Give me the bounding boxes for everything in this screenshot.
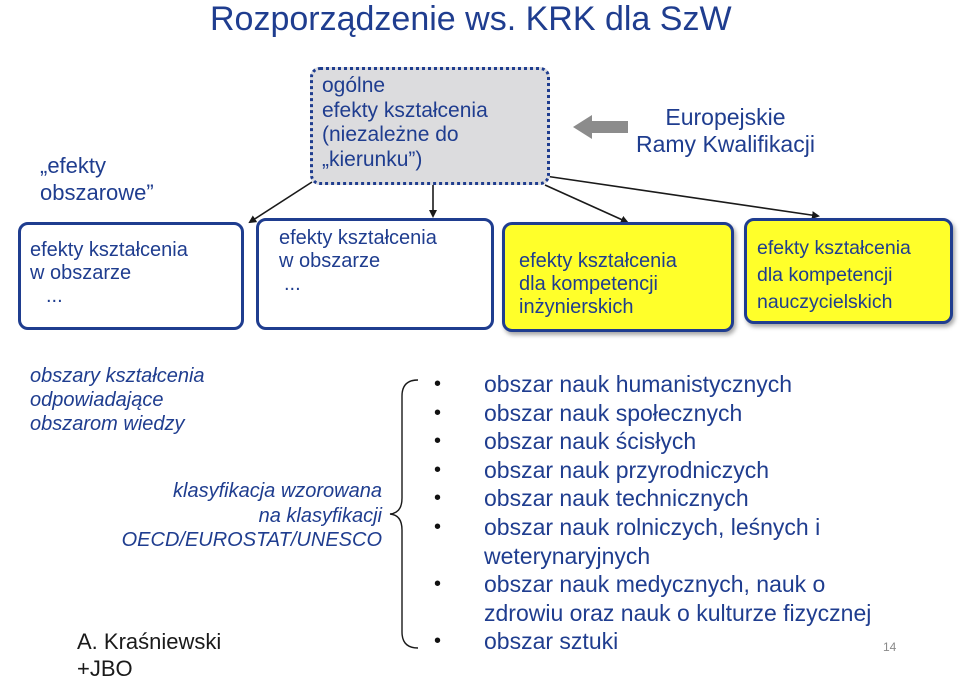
eqf-label	[636, 104, 815, 158]
general-box-line2: efekty kształcenia	[322, 98, 488, 122]
area-effects-box-1	[18, 222, 244, 330]
connector-to-box1	[250, 182, 312, 222]
box4-line1: efekty kształcenia	[757, 237, 911, 259]
box2-line1: efekty kształcenia	[279, 227, 437, 249]
connector-to-box4	[545, 176, 818, 216]
list-item: • obszar nauk społecznych	[434, 399, 743, 426]
list-item: • obszar nauk humanistycznych	[434, 371, 793, 397]
areas-list	[430, 370, 955, 656]
list-item: • obszar nauk technicznych	[434, 485, 749, 512]
bullet-icon: •	[434, 515, 442, 538]
box3-line3: inżynierskich	[519, 296, 634, 318]
bullet-icon: •	[434, 458, 442, 481]
teaching-competence-box	[744, 218, 953, 324]
classification-note-line2: na klasyfikacji	[258, 504, 382, 527]
slide-title: Rozporządzenie ws. KRK dla SzW	[210, 0, 732, 38]
areas-note-line2: odpowiadające	[30, 389, 164, 411]
box3-line2: dla kompetencji	[519, 273, 658, 295]
list-item: • obszar nauk ścisłych	[434, 428, 697, 455]
general-box-line3: (niezależne do	[322, 123, 459, 146]
engineering-competence-box	[502, 222, 734, 332]
area-effects-box-2	[256, 218, 494, 330]
areas-of-study-note	[30, 364, 205, 436]
bullet-icon: •	[434, 373, 442, 395]
bullet-icon: •	[434, 430, 442, 453]
area-effects-label-line1: „efekty	[40, 153, 107, 178]
areas-note-line3: obszarom wiedzy	[30, 413, 185, 435]
list-item: • obszar nauk rolniczych, leśnych i weterynaryjnych	[434, 513, 821, 569]
box2-line3: ...	[284, 273, 301, 295]
author-line1: A. Kraśniewski	[77, 629, 222, 654]
box1-line3: ...	[46, 285, 63, 307]
box4-line3: nauczycielskich	[757, 291, 893, 313]
page-number: 14	[883, 640, 897, 654]
classification-note-line1: klasyfikacja wzorowana	[173, 480, 382, 502]
list-item: • obszar nauk przyrodniczych	[434, 456, 770, 483]
bullet-icon: •	[434, 573, 442, 596]
bullet-icon: •	[434, 630, 442, 653]
box4-line2: dla kompetencji	[757, 264, 893, 286]
list-item: • obszar nauk medycznych, nauk o zdrowiu oraz nauk o kulturze fizycznej	[434, 571, 872, 626]
box1-line1: efekty kształcenia	[30, 239, 188, 261]
box2-line2: w obszarze	[279, 250, 381, 272]
bullet-icon: •	[434, 487, 442, 510]
list-item: • obszar sztuki	[434, 628, 619, 655]
area-effects-label	[40, 152, 154, 206]
general-effects-box	[310, 67, 550, 185]
eqf-label-line1: Europejskie	[665, 104, 786, 130]
author-line2: +JBO	[77, 656, 133, 681]
areas-note-line1: obszary kształcenia	[30, 365, 205, 387]
eqf-label-line2: Ramy Kwalifikacji	[636, 131, 815, 157]
general-box-line4: „kierunku”)	[322, 147, 423, 171]
box3-line1: efekty kształcenia	[519, 250, 677, 272]
classification-note	[60, 479, 382, 553]
connector-to-box3	[545, 185, 627, 222]
curly-brace	[390, 380, 418, 648]
general-box-line1: ogólne	[322, 74, 386, 97]
classification-note-line3: OECD/EUROSTAT/UNESCO	[121, 529, 382, 551]
eqf-arrow	[573, 115, 628, 139]
bullet-icon: •	[434, 401, 442, 424]
author-credit	[77, 628, 221, 682]
area-effects-label-line2: obszarowe”	[40, 180, 154, 205]
box1-line2: w obszarze	[30, 262, 132, 284]
